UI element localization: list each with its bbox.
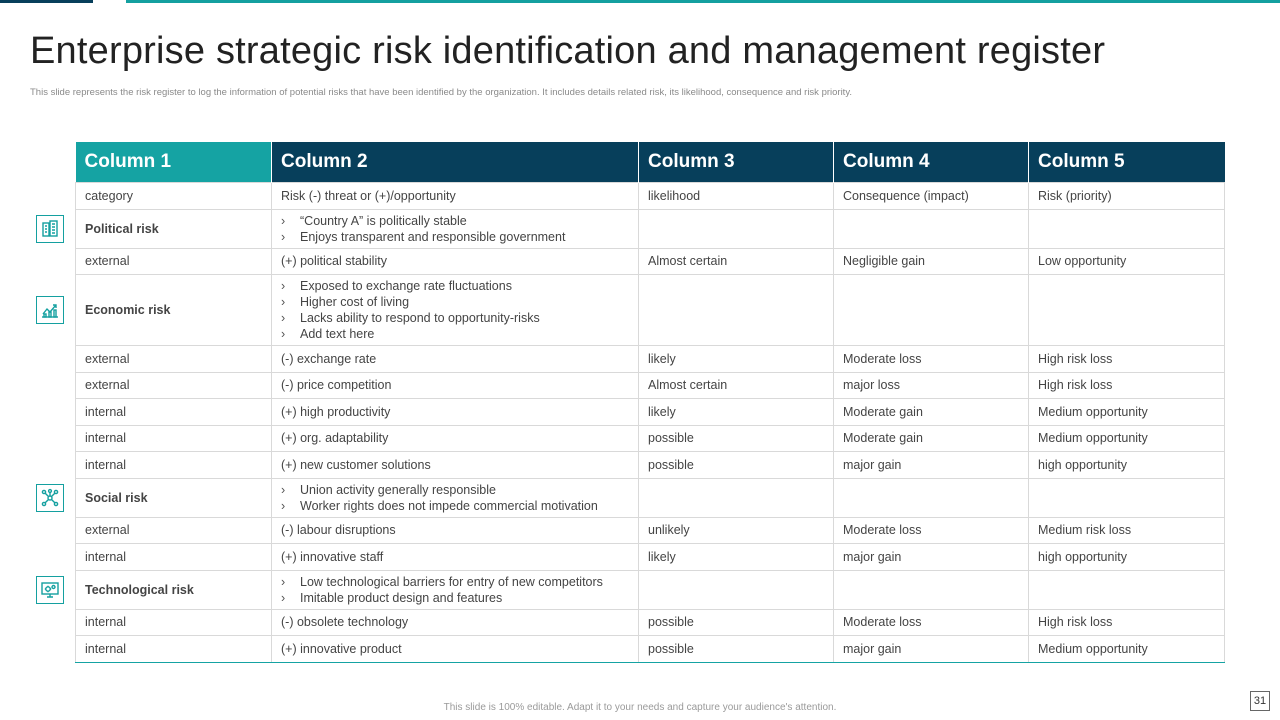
table-body xyxy=(76,183,1225,663)
table-cell: (+) innovative product xyxy=(272,636,639,663)
table-cell: Moderate loss xyxy=(834,517,1029,544)
subheader-cell-3: likelihood xyxy=(639,183,834,210)
table-cell: Medium opportunity xyxy=(1029,399,1225,426)
empty-cell xyxy=(834,275,1029,346)
empty-cell xyxy=(834,570,1029,609)
table-row xyxy=(76,452,1225,479)
bullet-point: › Enjoys transparent and responsible government xyxy=(281,229,629,245)
table-cell: Almost certain xyxy=(639,248,834,275)
table-cell: major gain xyxy=(834,452,1029,479)
table-cell: Moderate loss xyxy=(834,609,1029,636)
table-cell: Negligible gain xyxy=(834,248,1029,275)
table-cell: internal xyxy=(76,399,272,426)
subheader-cell-5: Risk (priority) xyxy=(1029,183,1225,210)
table-cell: possible xyxy=(639,452,834,479)
table-cell: (+) political stability xyxy=(272,248,639,275)
category-row xyxy=(76,275,1225,346)
table-cell: unlikely xyxy=(639,517,834,544)
column-header-1: Column 1 xyxy=(76,142,272,183)
column-header-4: Column 4 xyxy=(834,142,1029,183)
category-name: Social risk xyxy=(85,490,148,505)
category-points-cell xyxy=(272,570,639,609)
category-name-cell xyxy=(76,209,272,248)
subheader-cell-4: Consequence (impact) xyxy=(834,183,1029,210)
top-accent-bar-dark xyxy=(0,0,93,3)
table-subheader-row xyxy=(76,183,1225,210)
table-cell: internal xyxy=(76,452,272,479)
category-points-list xyxy=(281,275,629,345)
category-points-list xyxy=(281,479,629,517)
table-cell: possible xyxy=(639,609,834,636)
table-cell: external xyxy=(76,346,272,373)
empty-cell xyxy=(1029,209,1225,248)
table-cell: internal xyxy=(76,544,272,571)
table-cell: major gain xyxy=(834,544,1029,571)
table-cell: Low opportunity xyxy=(1029,248,1225,275)
table-row xyxy=(76,425,1225,452)
empty-cell xyxy=(639,570,834,609)
table-cell: possible xyxy=(639,636,834,663)
bullet-point: › Low technological barriers for entry of new competitors xyxy=(281,574,629,590)
category-row xyxy=(76,478,1225,517)
column-header-3: Column 3 xyxy=(639,142,834,183)
category-row xyxy=(76,570,1225,609)
empty-cell xyxy=(1029,478,1225,517)
table-cell: likely xyxy=(639,544,834,571)
category-points-cell xyxy=(272,209,639,248)
table-row xyxy=(76,248,1225,275)
empty-cell xyxy=(1029,275,1225,346)
table-cell: Almost certain xyxy=(639,372,834,399)
table-cell: High risk loss xyxy=(1029,372,1225,399)
empty-cell xyxy=(639,275,834,346)
top-accent-bar-teal xyxy=(126,0,1280,3)
city-buildings-icon xyxy=(36,215,64,243)
table-cell: internal xyxy=(76,636,272,663)
table-cell: (+) high productivity xyxy=(272,399,639,426)
table-cell: likely xyxy=(639,346,834,373)
category-name: Technological risk xyxy=(85,582,194,597)
table-row xyxy=(76,346,1225,373)
table-cell: major loss xyxy=(834,372,1029,399)
page-subtitle: This slide represents the risk register to log the information of potential risks that have been identified by the organization. It includes details related risk, its likelihood, consequence and risk priority. xyxy=(30,87,853,98)
category-name: Political risk xyxy=(85,221,159,236)
table-row xyxy=(76,609,1225,636)
table-cell: external xyxy=(76,248,272,275)
table-row xyxy=(76,372,1225,399)
bullet-point: › Worker rights does not impede commercial motivation xyxy=(281,498,629,514)
category-points-list xyxy=(281,210,629,248)
table-cell: internal xyxy=(76,609,272,636)
table-cell: high opportunity xyxy=(1029,452,1225,479)
table-cell: Medium opportunity xyxy=(1029,636,1225,663)
table-cell: Medium opportunity xyxy=(1029,425,1225,452)
table-cell: (+) new customer solutions xyxy=(272,452,639,479)
subheader-cell-1: category xyxy=(76,183,272,210)
empty-cell xyxy=(639,209,834,248)
table-cell: Moderate loss xyxy=(834,346,1029,373)
table-cell: Medium risk loss xyxy=(1029,517,1225,544)
category-name-cell xyxy=(76,275,272,346)
table-cell: likely xyxy=(639,399,834,426)
bullet-point: › Higher cost of living xyxy=(281,294,629,310)
table-cell: (+) org. adaptability xyxy=(272,425,639,452)
table-header-row xyxy=(76,142,1225,183)
risk-register-table xyxy=(75,142,1225,663)
page-title: Enterprise strategic risk identification and management register xyxy=(30,30,1106,72)
table-cell: (-) price competition xyxy=(272,372,639,399)
table-cell: (-) obsolete technology xyxy=(272,609,639,636)
empty-cell xyxy=(1029,570,1225,609)
bullet-point: › Lacks ability to respond to opportunity-risks xyxy=(281,310,629,326)
page-number: 31 xyxy=(1250,691,1270,711)
table-cell: major gain xyxy=(834,636,1029,663)
category-name-cell xyxy=(76,478,272,517)
empty-cell xyxy=(834,478,1029,517)
table-cell: external xyxy=(76,372,272,399)
column-header-2: Column 2 xyxy=(272,142,639,183)
people-network-icon xyxy=(36,484,64,512)
table-cell: possible xyxy=(639,425,834,452)
category-name-cell xyxy=(76,570,272,609)
table-cell: High risk loss xyxy=(1029,609,1225,636)
bullet-point: › Imitable product design and features xyxy=(281,590,629,606)
table-cell: High risk loss xyxy=(1029,346,1225,373)
category-row xyxy=(76,209,1225,248)
table-row xyxy=(76,636,1225,663)
bullet-point: › Add text here xyxy=(281,326,629,342)
subheader-cell-2: Risk (-) threat or (+)/opportunity xyxy=(272,183,639,210)
table-cell: high opportunity xyxy=(1029,544,1225,571)
economy-chart-icon xyxy=(36,296,64,324)
table-cell: (-) exchange rate xyxy=(272,346,639,373)
table-cell: (+) innovative staff xyxy=(272,544,639,571)
table-row xyxy=(76,544,1225,571)
empty-cell xyxy=(639,478,834,517)
table-row xyxy=(76,399,1225,426)
category-points-list xyxy=(281,571,629,609)
category-name: Economic risk xyxy=(85,303,171,317)
tech-gears-icon xyxy=(36,576,64,604)
empty-cell xyxy=(834,209,1029,248)
category-points-cell xyxy=(272,275,639,346)
table-cell: (-) labour disruptions xyxy=(272,517,639,544)
table-row xyxy=(76,517,1225,544)
table-cell: Moderate gain xyxy=(834,425,1029,452)
column-header-5: Column 5 xyxy=(1029,142,1225,183)
category-points-cell xyxy=(272,478,639,517)
bullet-point: › Union activity generally responsible xyxy=(281,482,629,498)
table-cell: external xyxy=(76,517,272,544)
bullet-point: › “Country A” is politically stable xyxy=(281,213,629,229)
bullet-point: › Exposed to exchange rate fluctuations xyxy=(281,278,629,294)
table-cell: Moderate gain xyxy=(834,399,1029,426)
footer-note: This slide is 100% editable. Adapt it to your needs and capture your audience's attention. xyxy=(443,702,837,713)
table-cell: internal xyxy=(76,425,272,452)
